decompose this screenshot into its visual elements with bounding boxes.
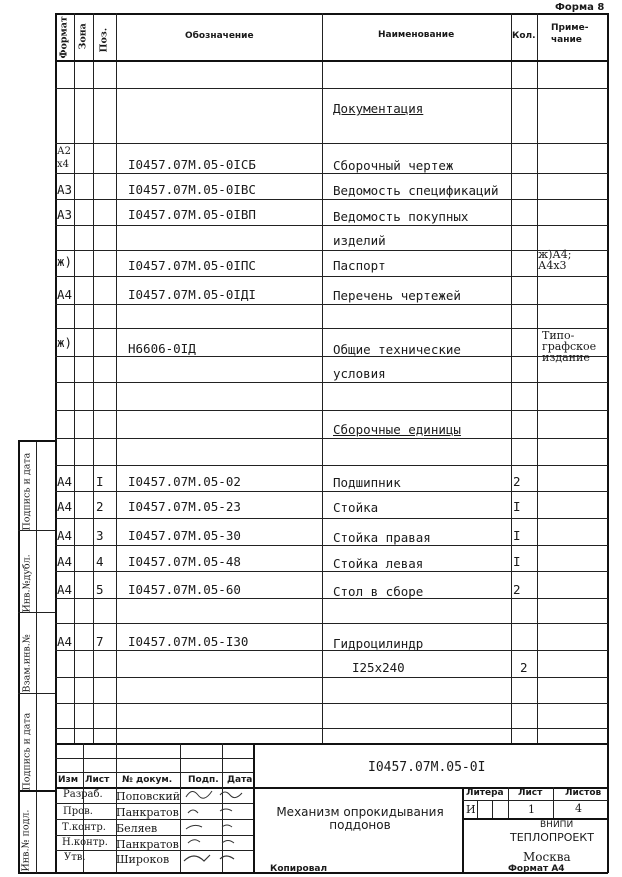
row-name: Общие технические <box>333 342 461 357</box>
person-name: Беляев <box>116 822 158 835</box>
row-format: А4 <box>57 528 73 543</box>
row-line <box>55 199 608 200</box>
frame-top <box>55 13 608 15</box>
row-line <box>55 545 608 546</box>
header-qty: Кол. <box>512 31 536 41</box>
row-line <box>55 571 608 572</box>
header-note: Приме- чание <box>551 23 589 45</box>
row-name: Стол в сборе <box>333 584 424 599</box>
row-qty: I <box>513 528 521 543</box>
row-format: А4 <box>57 474 73 489</box>
row-name: Паспорт <box>333 258 386 273</box>
col-izm: Изм <box>58 775 79 785</box>
row-name: Ведомость покупных <box>333 209 469 224</box>
row-designation: I0457.07М.05-02 <box>128 474 241 489</box>
row-format: А4 <box>57 554 73 569</box>
row-qty: 2 <box>513 582 521 597</box>
rb-line <box>508 787 509 819</box>
row-qty: I <box>513 554 521 569</box>
row-name: Перечень чертежей <box>333 288 461 303</box>
row-format: ж) <box>57 254 73 269</box>
tb-line <box>55 772 253 773</box>
row-pos: I <box>96 474 104 489</box>
row-line <box>55 173 608 174</box>
row-line <box>55 465 608 466</box>
person-name: Широков <box>116 853 170 866</box>
col-line-zone <box>93 13 94 743</box>
header-bottom <box>55 60 608 62</box>
row-line <box>55 491 608 492</box>
rb-line <box>492 800 493 818</box>
side-label-sign-date-2: Подпись и дата <box>21 712 33 791</box>
row-designation: I0457.07М.05-30 <box>128 528 241 543</box>
litera-value: И <box>466 803 476 816</box>
col-date: Дата <box>227 775 253 785</box>
row-pos: 5 <box>96 582 104 597</box>
row-designation: I0457.07М.05-60 <box>128 582 241 597</box>
row-line <box>55 598 608 599</box>
row-line <box>55 250 608 251</box>
row-line <box>55 677 608 678</box>
org-line-2: ТЕПЛОПРОЕКТ <box>510 831 594 844</box>
row-line <box>55 356 608 357</box>
row-line <box>55 276 608 277</box>
col-line-designation <box>322 13 323 743</box>
row-note: Типо- графское издание <box>542 329 597 364</box>
rb-line <box>477 800 478 818</box>
row-line <box>55 703 608 704</box>
row-pos: 2 <box>96 499 104 514</box>
row-format: А4 <box>57 499 73 514</box>
row-format: А4 <box>57 582 73 597</box>
row-name: Стойка <box>333 500 379 515</box>
section-assembly-units: Сборочные единицы <box>333 422 461 437</box>
row-designation: I0457.07М.05-0IПС <box>128 258 256 273</box>
format-label: Формат А4 <box>508 864 565 874</box>
header-zone: Зона <box>77 23 89 50</box>
row-qty: 2 <box>513 474 521 489</box>
role: Утв. <box>64 852 86 863</box>
row-line <box>55 728 608 729</box>
col-line-name <box>511 13 512 743</box>
row-format: А4 <box>57 634 73 649</box>
row-name: Гидроцилиндр <box>333 636 424 651</box>
doc-code: I0457.07М.05-0I <box>368 760 486 775</box>
product-name: Механизм опрокидывания поддонов <box>276 805 444 832</box>
row-line <box>55 225 608 226</box>
section-documentation: Документация <box>333 101 424 116</box>
row-name: Стойка правая <box>333 530 431 545</box>
row-designation: I0457.07М.05-0IВС <box>128 182 256 197</box>
row-note: ж)А4; А4х3 <box>538 248 572 272</box>
row-line <box>55 518 608 519</box>
col-doc: № докум. <box>122 775 173 785</box>
row-format: ж) <box>57 335 73 350</box>
row-designation: I0457.07М.05-0IВП <box>128 207 256 222</box>
org-line-1: ВНИПИ <box>540 820 574 830</box>
signatures <box>180 785 252 871</box>
row-pos: 4 <box>96 554 104 569</box>
list-label: Лист <box>518 788 543 798</box>
row-designation: I0457.07М.05-48 <box>128 554 241 569</box>
role: Пров. <box>63 806 93 817</box>
row-line <box>55 328 608 329</box>
listov-value: 4 <box>575 802 582 815</box>
row-qty: I <box>513 499 521 514</box>
title-block-top <box>55 743 608 745</box>
side-label-sign-date-1: Подпись и дата <box>21 452 33 531</box>
form-label: Форма 8 <box>555 2 605 13</box>
person-name: Панкратов <box>116 838 179 851</box>
header-format: Формат <box>58 16 70 59</box>
col-line-format <box>74 13 75 743</box>
title-code-bottom <box>253 787 608 789</box>
listov-label: Листов <box>565 788 602 798</box>
row-designation: I0457.07М.05-23 <box>128 499 241 514</box>
col-sign: Подп. <box>188 775 219 785</box>
row-name: Стойка левая <box>333 556 424 571</box>
row-qty: 2 <box>520 660 528 675</box>
tb-line <box>55 758 253 759</box>
title-block-divider <box>253 743 255 873</box>
row-format: А2 х4 <box>57 146 71 170</box>
row-designation: I0457.07М.05-0IДI <box>128 287 256 302</box>
row-format: А3 <box>57 207 73 222</box>
row-line <box>55 304 608 305</box>
row-name: условия <box>333 366 386 381</box>
rb-line <box>462 800 608 801</box>
row-designation: I0457.07М.05-I30 <box>128 634 249 649</box>
row-line <box>55 650 608 651</box>
row-pos: 7 <box>96 634 104 649</box>
person-name: Поповский <box>116 790 181 803</box>
row-name: Подшипник <box>333 475 401 490</box>
row-designation: I0457.07М.05-0IСБ <box>128 157 256 172</box>
row-name: Сборочный чертеж <box>333 158 454 173</box>
row-format: А4 <box>57 287 73 302</box>
side-label-inv-dubl: Инв.№дубл. <box>21 554 33 613</box>
rb-line <box>462 818 608 820</box>
row-line <box>55 623 608 624</box>
row-line <box>55 88 608 89</box>
header-pos: Поз. <box>98 27 110 53</box>
person-name: Панкратов <box>116 806 179 819</box>
litera-label: Литера <box>466 788 504 798</box>
col-line-pos <box>116 13 117 743</box>
role: Н.контр. <box>62 837 108 848</box>
list-value: 1 <box>528 803 535 816</box>
city: Москва <box>523 850 571 864</box>
row-line <box>55 382 608 383</box>
header-name: Наименование <box>378 30 455 40</box>
rb-line <box>553 787 554 819</box>
col-line-qty <box>537 13 538 743</box>
side-label-vzam-inv: Взам.инв.№ <box>21 634 33 693</box>
row-name: изделий <box>333 233 386 248</box>
side-strip-divider <box>36 440 37 873</box>
role: Т.контр. <box>62 822 106 833</box>
row-designation: Н6606-0IД <box>128 341 196 356</box>
side-label-inv-podl: Инв.№ подл. <box>20 809 32 872</box>
row-line <box>55 438 608 439</box>
header-designation: Обозначение <box>185 31 254 41</box>
row-name: I25х240 <box>352 660 405 675</box>
row-line <box>55 410 608 411</box>
col-list: Лист <box>85 775 110 785</box>
row-line <box>55 143 608 144</box>
row-format: А3 <box>57 182 73 197</box>
row-name: Ведомость спецификаций <box>333 183 499 198</box>
copied-label: Копировал <box>270 864 328 874</box>
role: Разраб. <box>63 789 103 800</box>
row-pos: 3 <box>96 528 104 543</box>
